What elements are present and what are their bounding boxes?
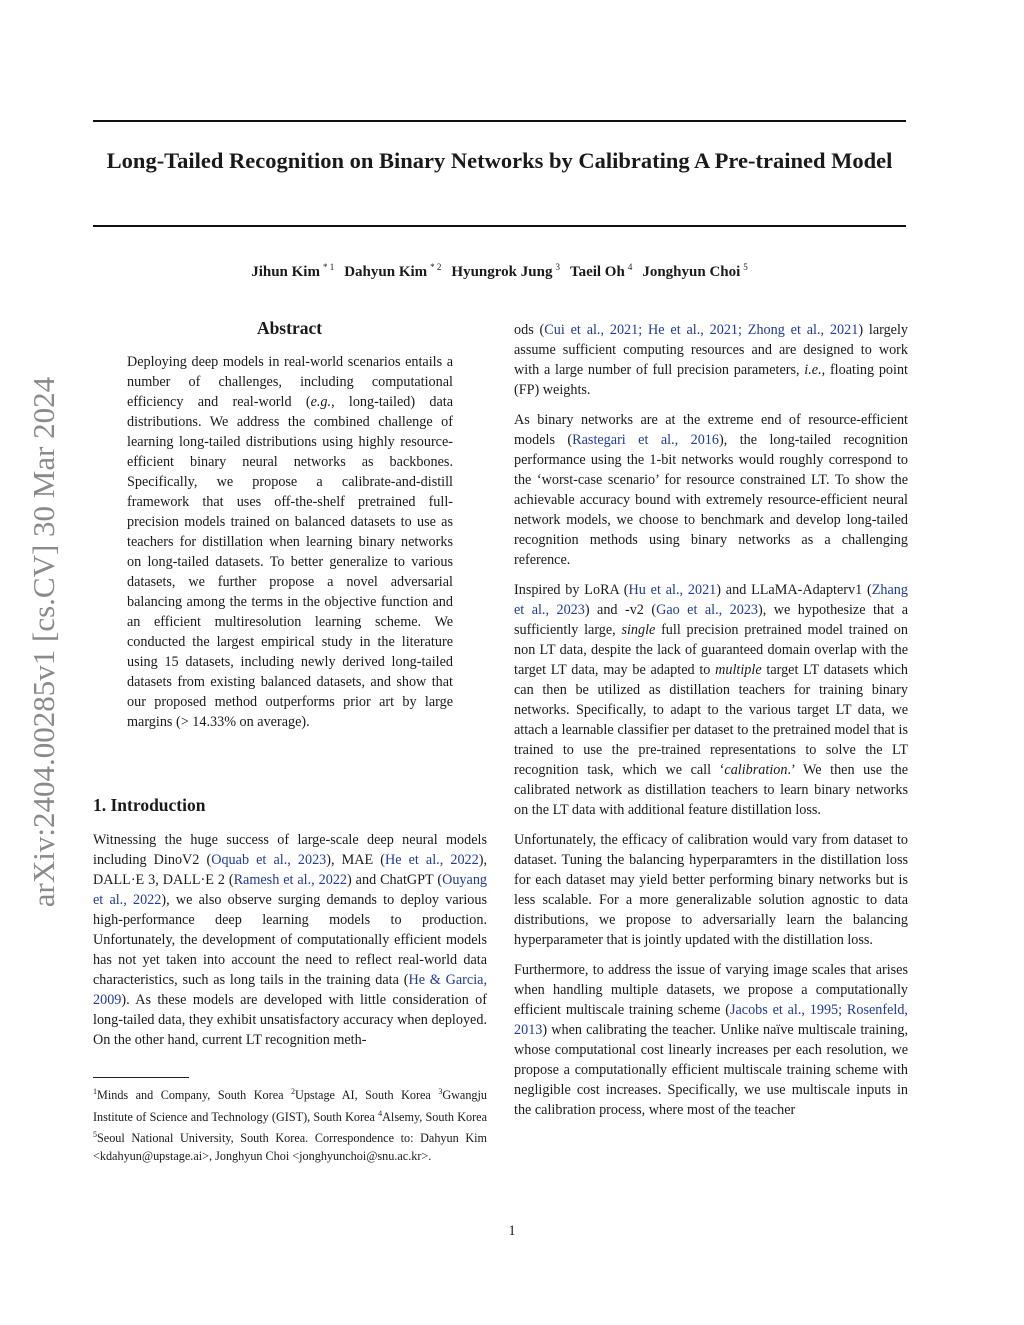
- arxiv-identifier: arXiv:2404.00285v1 [cs.CV] 30 Mar 2024: [26, 376, 61, 908]
- page-number: 1: [508, 1223, 516, 1239]
- citation-link[interactable]: Oquab et al., 2023: [211, 852, 327, 868]
- affiliation-marker: 5: [93, 1130, 97, 1139]
- citation-link[interactable]: Rastegari et al., 2016: [572, 432, 719, 448]
- author-name: Jihun Kim $^{* 1}$: [251, 262, 335, 280]
- introduction-heading: 1. Introduction: [93, 795, 206, 815]
- affiliation-marker: 1: [93, 1087, 97, 1096]
- abstract-heading: Abstract: [256, 318, 323, 338]
- italic-text: e.g.: [310, 394, 332, 410]
- italic-text: i.e.: [804, 362, 822, 378]
- italic-text: single: [621, 622, 656, 638]
- affiliation-marker: 3: [438, 1087, 443, 1096]
- author-affiliation-marker: 5: [743, 262, 748, 272]
- author-affiliation-marker: 4: [627, 262, 633, 272]
- body-paragraph: Unfortunately, the efficacy of calibration would vary from dataset to dataset. Tuning the balancing hyperparamters in the distillation loss for each dataset may yield better performing binary networks but is less scalable. For a more generalizable solution agnostic to data distributions, we propose to adversarially learn the balancing hyperparameter that is jointly updated with the distillation loss.: [514, 832, 908, 948]
- body-paragraph: As binary networks are at the extreme end of resource-efficient models (Rastegari et al., 2016), the long-tailed recognition performance using the 1-bit networks would roughly correspond to the ‘worst-case scenario’ for resource constrained LT. To show the achievable accuracy bound with extremely resource-efficient neural network models, we choose to benchmark and develop long-tailed recognition methods using binary networks as a challenging reference.: [514, 412, 908, 568]
- author-name: Hyungrok Jung $^3$: [451, 262, 560, 280]
- right-column: [514, 320, 908, 1130]
- citation-link[interactable]: He et al., 2022: [384, 852, 479, 868]
- citation-link[interactable]: Gao et al., 2023: [656, 602, 759, 618]
- affiliation-footnote: $^1$Minds and Company, South Korea $^2$Upstage AI, South Korea $^3$Gwangju Institute of Science and Technology (GIST), South Korea $^4$Alsemy, South Korea $^5$Seoul National University, South Korea. Correspondence to: Dahyun Kim <kdahyun@upstage.ai>, Jonghyun Choi <jonghyunchoi@snu.ac.kr>.: [93, 1087, 488, 1163]
- title-rule-top: [93, 120, 906, 122]
- body-paragraph: Furthermore, to address the issue of varying image scales that arises when handling multiple datasets, we propose a computationally efficient multiscale training scheme (Jacobs et al., 1995; Rosenfeld, 2013) when calibrating the teacher. Unlike naïve multiscale training, whose computational cost linearly increases per each resolution, we propose a computationally efficient multiscale training scheme with negligible cost increases. Specifically, we use multiscale inputs in the calibration process, where most of the teacher: [514, 962, 908, 1118]
- body-paragraph: Inspired by LoRA (Hu et al., 2021) and LLaMA-Adapterv1 (Zhang et al., 2023) and -v2 (Gao et al., 2023), we hypothesize that a sufficiently large, single full precision pretrained model trained on non LT data, despite the lack of guaranteed domain overlap with the target LT data, may be adapted to multiple target LT datasets which can then be utilized as distillation teachers for training binary networks. Specifically, to adapt to the various target LT data, we attach a learnable classifier per dataset to the pretrained model that is trained to use the pre-trained representations to solve the LT recognition task, which we call ‘calibration.’ We then use the calibrated network as distillation teachers to learn binary networks on the LT data with additional feature distillation loss.: [514, 582, 908, 818]
- citation-link[interactable]: Ouyang et al., 2022: [93, 872, 488, 908]
- introduction-paragraph: Witnessing the huge success of large-scale deep neural models including DinoV2 (Oquab et al., 2023), MAE (He et al., 2022), DALL·E 3, DALL·E 2 (Ramesh et al., 2022) and ChatGPT (Ouyang et al., 2022), we also observe surging demands to deploy various high-performance deep learning models to production. Unfortunately, the development of computationally efficient models has not yet taken into account the need to reflect real-world data characteristics, such as long tails in the training data (He & Garcia, 2009). As these models are developed with little consideration of long-tailed data, they exhibit unsatisfactory accuracy when deployed. On the other hand, current LT recognition meth-: [93, 832, 488, 1048]
- author-affiliation-marker: 3: [555, 262, 560, 272]
- abstract-text: Deploying deep models in real-world scenarios entails a number of challenges, including computational efficiency and real-world (e.g., long-tailed) data distributions. We address the combined challenge of learning long-tailed distributions using highly resource-efficient binary neural networks as backbones. Specifically, we propose a calibrate-and-distill framework that uses off-the-shelf pretrained full-precision models trained on balanced datasets to use as teachers for distillation when learning binary networks on long-tailed datasets. To better generalize to various datasets, we further propose a novel adversarial balancing among the terms in the objective function and an efficient multiresolution learning scheme. We conducted the largest empirical study in the literature using 15 datasets, including newly derived long-tailed datasets from existing balanced datasets, and show that our proposed method outperforms prior art by large margins (> 14.33% on average).: [127, 354, 453, 730]
- author-name: Jonghyun Choi $^5$: [642, 262, 748, 280]
- footnote-rule: [93, 1077, 189, 1078]
- italic-text: multiple: [715, 662, 762, 678]
- citation-link[interactable]: Zhang et al., 2023: [514, 582, 908, 618]
- citation-link[interactable]: Hu et al., 2021: [628, 582, 717, 598]
- citation-link[interactable]: He & Garcia, 2009: [93, 972, 487, 1008]
- author-affiliation-marker: * 2: [430, 262, 442, 272]
- body-paragraph: ods (Cui et al., 2021; He et al., 2021; Zhong et al., 2021) largely assume sufficient computing resources and are designed to work with a large number of full precision parameters, i.e., floating point (FP) weights.: [514, 322, 909, 398]
- italic-text: calibration: [724, 762, 788, 778]
- author-list: [93, 262, 906, 281]
- citation-link[interactable]: Jacobs et al., 1995; Rosenfeld, 2013: [514, 1002, 908, 1038]
- author-affiliation-marker: * 1: [322, 262, 335, 272]
- citation-link[interactable]: Ramesh et al., 2022: [233, 872, 348, 888]
- title-rule-bottom: [93, 225, 906, 227]
- affiliation-marker: 2: [291, 1087, 296, 1096]
- citation-link[interactable]: Cui et al., 2021; He et al., 2021; Zhong et al., 2021: [544, 322, 859, 338]
- author-name: Taeil Oh $^4$: [569, 262, 633, 280]
- paper-title: Long-Tailed Recognition on Binary Networks by Calibrating A Pre-trained Model: [106, 148, 893, 173]
- author-name: Dahyun Kim $^{* 2}$: [344, 262, 442, 280]
- affiliation-marker: 4: [378, 1108, 383, 1118]
